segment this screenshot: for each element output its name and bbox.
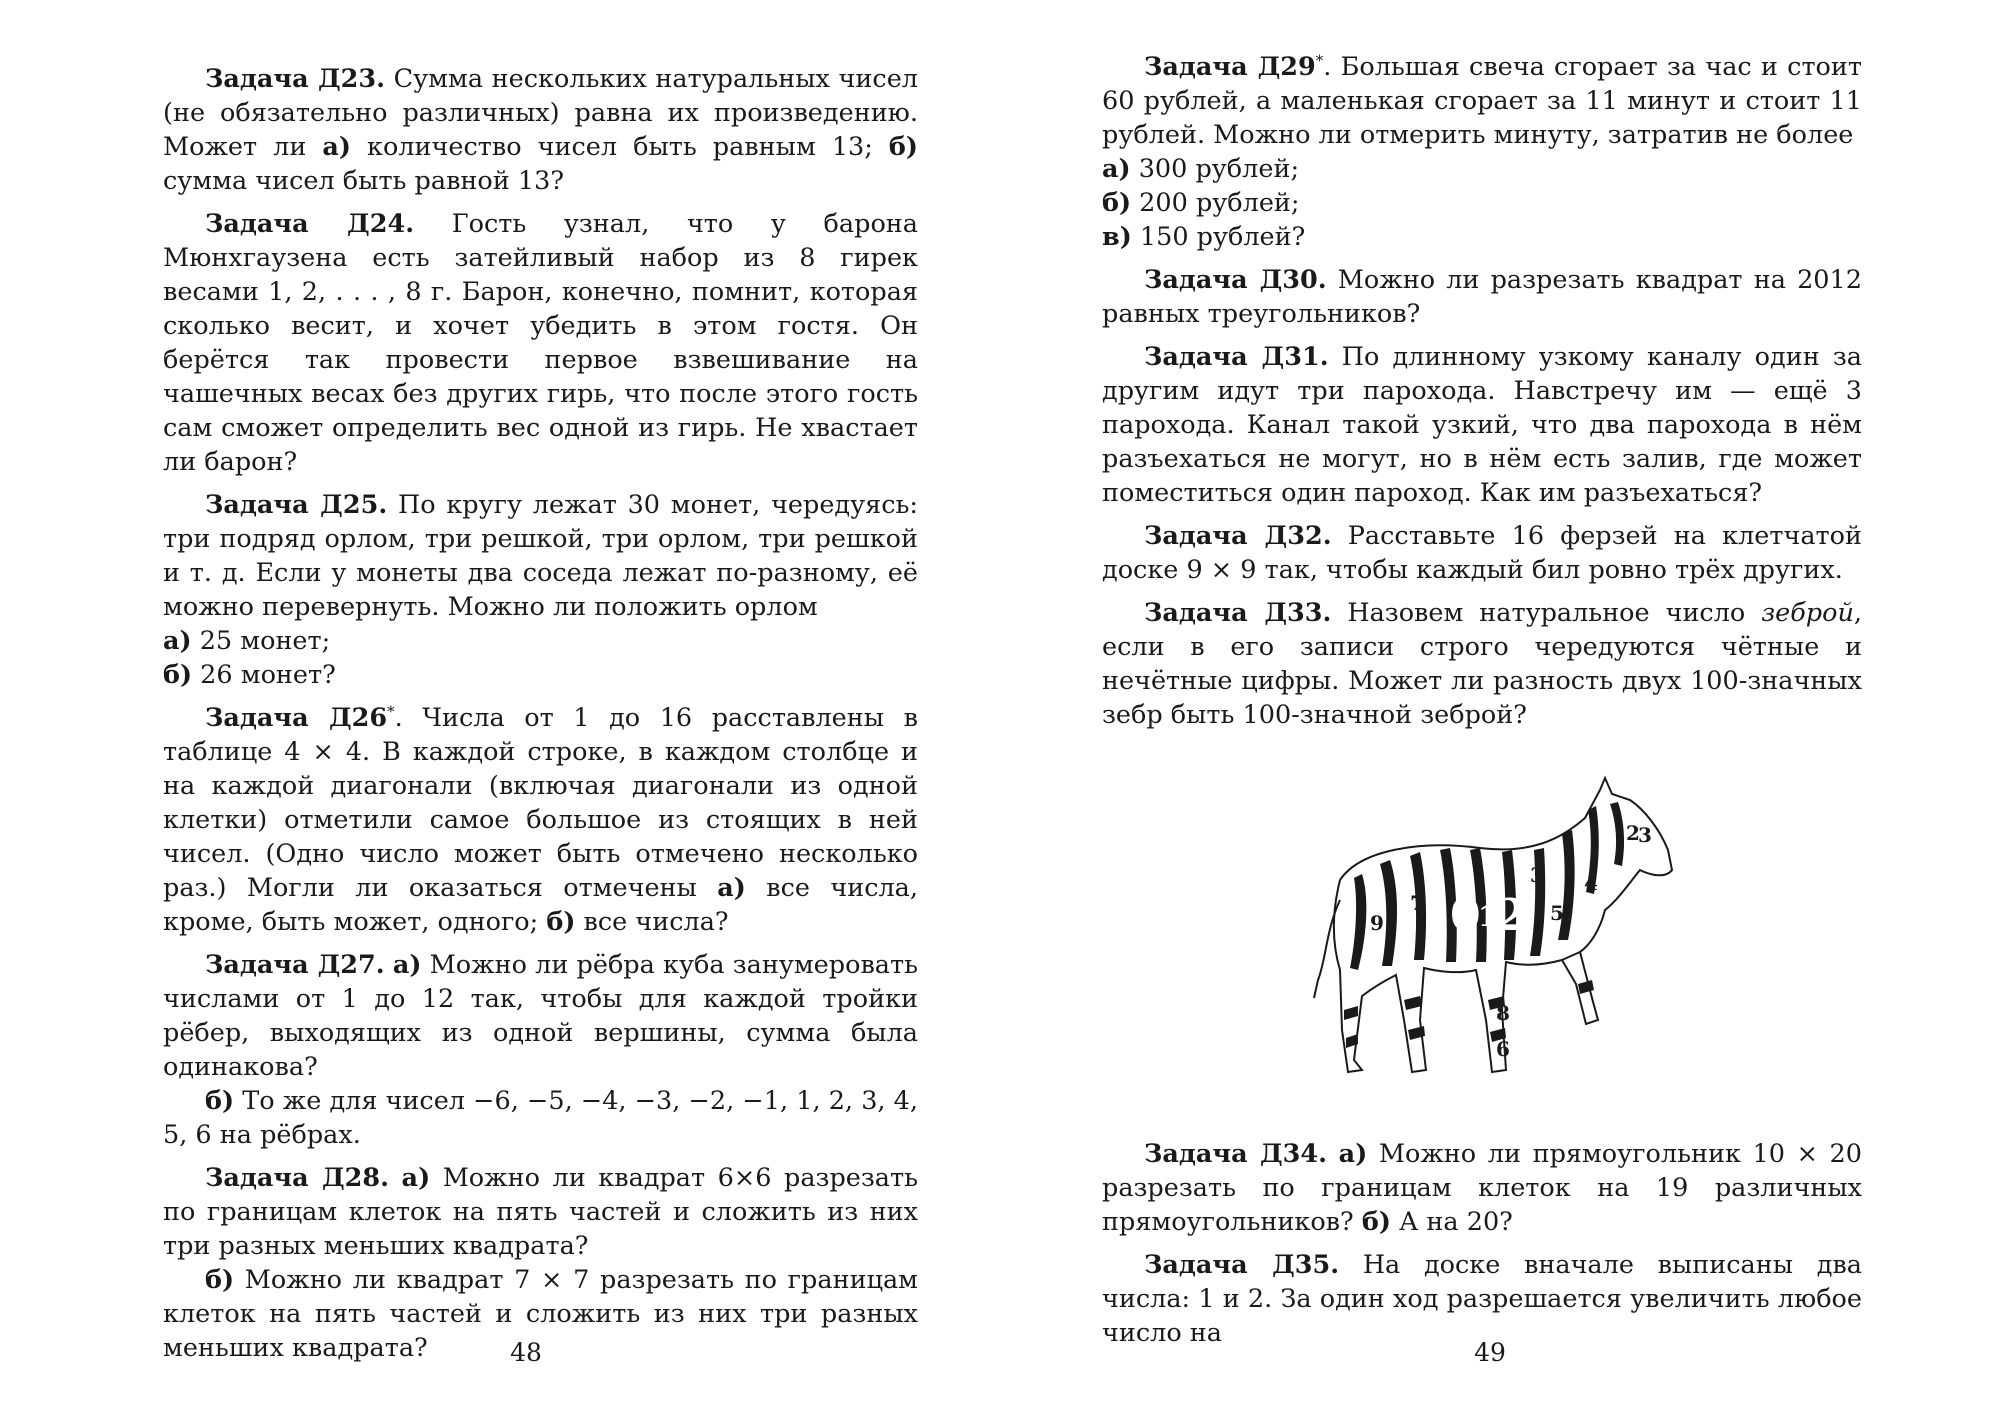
zebra-digit: 2: [1496, 890, 1527, 941]
emphasized-term: зеброй: [1761, 598, 1854, 628]
problem-heading: Задача Д35.: [1144, 1250, 1340, 1280]
problem-text: все числа?: [575, 907, 729, 937]
problem-text: 300 рублей;: [1130, 154, 1300, 184]
problem-text: Можно ли прямоугольник 10 × 20 разрезать по границам клеток на 19 различных прямоугольников?: [1102, 1139, 1862, 1237]
problem-heading: Задача Д33.: [1144, 598, 1332, 628]
problem-paragraph: [1102, 50, 1862, 152]
problem-text: Можно ли разрезать квадрат на 2012 равных треугольников?: [1102, 265, 1862, 329]
problem-option: [163, 624, 918, 658]
zebra-digit: 7: [1410, 891, 1424, 915]
problem-heading: Задача Д30.: [1144, 265, 1327, 295]
problem-block: [1102, 1248, 1862, 1350]
option-marker: б): [546, 907, 576, 937]
option-marker: а): [322, 132, 351, 162]
page-number-right: 49: [1474, 1338, 1506, 1367]
problem-paragraph: [163, 701, 918, 939]
option-marker: б): [888, 132, 918, 162]
option-marker: а): [392, 950, 422, 980]
problem-block: [163, 62, 918, 198]
zebra-digit: 8: [1496, 1001, 1510, 1025]
problem-block: [1102, 519, 1862, 587]
problem-text: 150 рублей?: [1131, 222, 1306, 252]
problem-block: [1102, 50, 1862, 254]
problem-paragraph: [1102, 596, 1862, 732]
problem-option: [1102, 186, 1862, 220]
problem-heading: Задача Д25.: [205, 490, 388, 520]
problem-text: Сумма нескольких натуральных чисел (не обязательно различных) равна их произведению. Может ли: [163, 64, 918, 162]
right-page: [1000, 0, 2000, 1406]
star-mark: *: [387, 702, 395, 721]
zebra-digit: 0: [1450, 890, 1481, 941]
option-marker: б): [1361, 1207, 1391, 1237]
page-number-left: 48: [510, 1338, 542, 1367]
problem-text: количество чисел быть равным 13;: [351, 132, 889, 162]
problem-paragraph: [163, 488, 918, 624]
option-marker: а): [1102, 154, 1131, 184]
zebra-digit: 9: [1370, 911, 1384, 935]
option-marker: б): [163, 660, 193, 690]
problem-paragraph: [163, 948, 918, 1084]
problem-text: Можно ли рёбра куба занумеровать числами от 1 до 12 так, чтобы для каждой тройки рёбер, выходящих из одной вершины, сумма была одинакова?: [163, 950, 918, 1082]
problem-text: [385, 950, 393, 980]
problem-paragraph: [1102, 340, 1862, 510]
zebra-digit: 1: [1478, 900, 1498, 933]
problem-text: все числа, кроме, быть может, одного;: [163, 873, 918, 937]
problem-heading: Задача Д29: [1144, 52, 1316, 82]
zebra-digit: 3: [1638, 823, 1652, 847]
problem-block: [163, 948, 918, 1152]
problem-block: [1102, 596, 1862, 732]
problem-paragraph: [1102, 1248, 1862, 1350]
option-marker: а): [401, 1163, 431, 1193]
problem-heading: Задача Д32.: [1144, 521, 1332, 551]
zebra-digit: 3: [1530, 863, 1544, 887]
problem-paragraph: [163, 1161, 918, 1263]
problem-heading: Задача Д26: [205, 703, 388, 733]
problem-text: По длинному узкому каналу один за другим идут три парохода. Навстречу им — ещё 3 парохода. Канал такой узкий, что два парохода в нём разъехаться не могут, но в нём есть залив, где может поместиться один пароход. Как им разъехаться?: [1102, 342, 1862, 508]
problem-heading: Задача Д23.: [205, 64, 386, 94]
option-marker: б): [1102, 188, 1132, 218]
problem-block: [163, 1161, 918, 1365]
problem-paragraph: [1102, 263, 1862, 331]
problem-block: [1102, 1137, 1862, 1239]
problem-block: [163, 207, 918, 479]
option-marker: а): [163, 626, 192, 656]
option-marker: б): [205, 1086, 235, 1116]
problem-option: [163, 658, 918, 692]
zebra-drawing: [1300, 770, 1720, 1110]
problem-text: Можно ли квадрат 7 × 7 разрезать по границам клеток на пять частей и сложить из них три разных меньших квадрата?: [163, 1265, 918, 1363]
problem-text: Расставьте 16 ферзей на клетчатой доске 9 × 9 так, чтобы каждый бил ровно трёх других.: [1102, 521, 1862, 585]
problem-text: [389, 1163, 402, 1193]
zebra-digit: 2: [1626, 821, 1640, 845]
problem-text: . Большая свеча сгорает за час и стоит 60 рублей, а маленькая сгорает за 11 минут и стоит 11 рублей. Можно ли отмерить минуту, затратив не более: [1102, 52, 1863, 150]
problem-option: [1102, 220, 1862, 254]
problem-text: 26 монет?: [192, 660, 336, 690]
option-marker: в): [1102, 222, 1132, 252]
problem-block: [163, 701, 918, 939]
problem-block: [163, 488, 918, 692]
problem-text: , если в его записи строго чередуются чётные и нечётные цифры. Может ли разность двух 100-значных зебр быть 100-значной зеброй?: [1102, 598, 1862, 730]
right-text-column-top: [1102, 50, 1862, 741]
problem-text: То же для чисел −6, −5, −4, −3, −2, −1, 1, 2, 3, 4, 5, 6 на рёбрах.: [163, 1086, 918, 1150]
option-marker: а): [717, 873, 746, 903]
problem-text: Назовем натуральное число: [1331, 598, 1762, 628]
problem-text: А на 20?: [1390, 1207, 1513, 1237]
problem-heading: Задача Д34.: [1144, 1139, 1328, 1169]
problem-text: Можно ли квадрат 6×6 разрезать по границам клеток на пять частей и сложить из них три разных меньших квадрата?: [163, 1163, 918, 1261]
right-text-column-bottom: [1102, 1137, 1862, 1359]
problem-heading: Задача Д28.: [205, 1163, 389, 1193]
option-marker: б): [205, 1265, 235, 1295]
problem-paragraph: [1102, 519, 1862, 587]
star-mark: *: [1315, 51, 1324, 70]
problem-text: На доске вначале выписаны два числа: 1 и 2. За один ход разрешается увеличить любое число на: [1102, 1250, 1862, 1348]
problem-paragraph: [163, 62, 918, 198]
zebra-digit: 5: [1550, 901, 1564, 925]
option-marker: а): [1338, 1139, 1368, 1169]
problem-text: Гость узнал, что у барона Мюнхгаузена есть затейливый набор из 8 гирек весами 1, 2, . . . , 8 г. Барон, конечно, помнит, которая сколько весит, и хочет убедить в этом гостя. Он берётся так провести первое взвешивание на чашечных весах без других гирь, что после этого гость сам сможет определить вес одной из гирь. Не хвастает ли барон?: [163, 209, 918, 477]
problem-text: 200 рублей;: [1131, 188, 1300, 218]
zebra-digit: 4: [1584, 871, 1598, 895]
problem-heading: Задача Д31.: [1144, 342, 1329, 372]
problem-text: сумма чисел быть равной 13?: [163, 166, 564, 196]
problem-text: . Числа от 1 до 16 расставлены в таблице 4 × 4. В каждой строке, в каждом столбце и на каждой диагонали (включая диагонали из одной клетки) отметили самое большое из стоящих в ней чисел. (Одно число может быть отмечено несколько раз.) Могли ли оказаться отмечены: [163, 703, 918, 903]
problem-text: [1327, 1139, 1339, 1169]
problem-text: По кругу лежат 30 монет, чередуясь: три подряд орлом, три решкой, три орлом, три решкой и т. д. Если у монеты два соседа лежат по-разному, её можно перевернуть. Можно ли положить орлом: [163, 490, 918, 622]
problem-paragraph: [1102, 1137, 1862, 1239]
zebra-digit: 6: [1496, 1037, 1510, 1061]
problem-block: [1102, 340, 1862, 510]
problem-option: [1102, 152, 1862, 186]
problem-block: [1102, 263, 1862, 331]
problem-paragraph: [163, 1084, 918, 1152]
problem-heading: Задача Д27.: [205, 950, 385, 980]
problem-text: 25 монет;: [191, 626, 331, 656]
zebra-illustration: [1300, 770, 1720, 1110]
problem-paragraph: [163, 207, 918, 479]
left-text-column: [163, 62, 918, 1374]
problem-heading: Задача Д24.: [205, 209, 415, 239]
